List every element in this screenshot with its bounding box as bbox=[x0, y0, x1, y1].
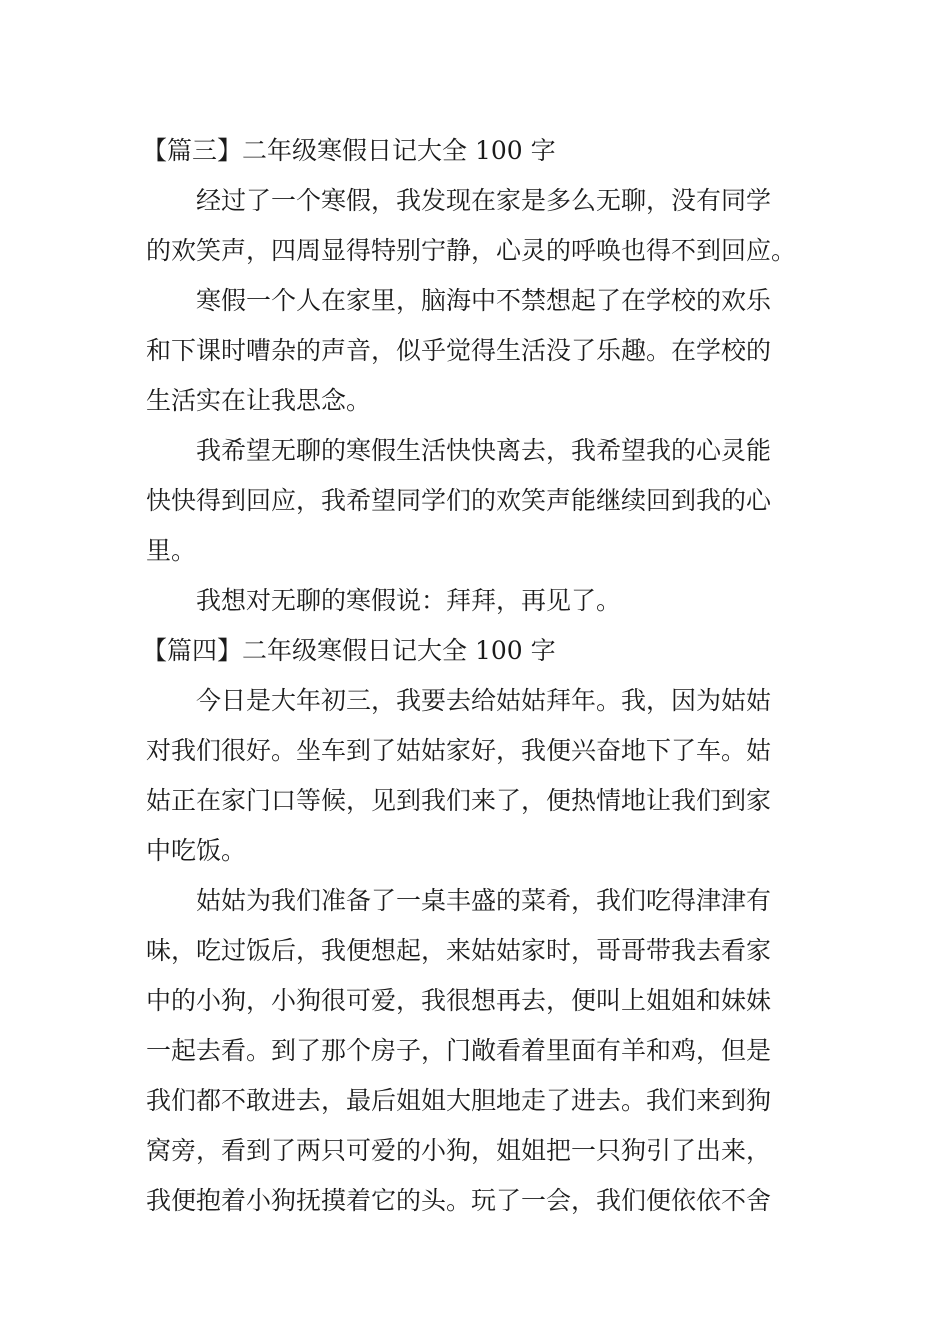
paragraph-line: 生活实在让我思念。 bbox=[146, 386, 372, 415]
paragraph-line: 姑正在家门口等候，见到我们来了，便热情地让我们到家 bbox=[146, 786, 772, 815]
section-heading: 【篇三】二年级寒假日记大全 100 字 bbox=[142, 136, 556, 165]
paragraph-line: 一起去看。到了那个房子，门敞看着里面有羊和鸡，但是 bbox=[146, 1036, 772, 1065]
paragraph-line: 窝旁，看到了两只可爱的小狗，姐姐把一只狗引了出来， bbox=[146, 1136, 772, 1165]
section-3 bbox=[142, 126, 808, 626]
paragraph bbox=[146, 276, 808, 426]
paragraph-line: 中的小狗，小狗很可爱，我很想再去，便叫上姐姐和妹妹 bbox=[146, 986, 772, 1015]
paragraph-line: 对我们很好。坐车到了姑姑家好，我便兴奋地下了车。姑 bbox=[146, 736, 772, 765]
paragraph bbox=[146, 576, 808, 626]
paragraph-line: 味，吃过饭后，我便想起，来姑姑家时，哥哥带我去看家 bbox=[146, 936, 772, 965]
paragraph-line: 今日是大年初三，我要去给姑姑拜年。我，因为姑姑 bbox=[196, 686, 772, 715]
paragraph-line: 我希望无聊的寒假生活快快离去，我希望我的心灵能 bbox=[196, 436, 772, 465]
paragraph-line: 姑姑为我们准备了一桌丰盛的菜肴，我们吃得津津有 bbox=[196, 886, 772, 915]
paragraph-line: 快快得到回应，我希望同学们的欢笑声能继续回到我的心 bbox=[146, 486, 772, 515]
paragraph-line: 中吃饭。 bbox=[146, 836, 247, 865]
paragraph-line: 经过了一个寒假，我发现在家是多么无聊，没有同学 bbox=[196, 186, 772, 215]
paragraph bbox=[146, 676, 808, 876]
paragraph-line: 和下课时嘈杂的声音，似乎觉得生活没了乐趣。在学校的 bbox=[146, 336, 772, 365]
document-page bbox=[142, 126, 808, 1226]
paragraph bbox=[146, 176, 808, 276]
paragraph-line: 我想对无聊的寒假说：拜拜，再见了。 bbox=[196, 586, 622, 615]
paragraph bbox=[146, 426, 808, 576]
paragraph-line: 我们都不敢进去，最后姐姐大胆地走了进去。我们来到狗 bbox=[146, 1086, 772, 1115]
paragraph-line: 的欢笑声，四周显得特别宁静，心灵的呼唤也得不到回应。 bbox=[146, 236, 797, 265]
paragraph bbox=[146, 876, 808, 1226]
paragraph-line: 我便抱着小狗抚摸着它的头。玩了一会，我们便依依不舍 bbox=[146, 1186, 772, 1215]
paragraph-line: 里。 bbox=[146, 536, 197, 565]
section-4 bbox=[142, 626, 808, 1226]
section-heading: 【篇四】二年级寒假日记大全 100 字 bbox=[142, 636, 556, 665]
paragraph-line: 寒假一个人在家里，脑海中不禁想起了在学校的欢乐 bbox=[196, 286, 772, 315]
